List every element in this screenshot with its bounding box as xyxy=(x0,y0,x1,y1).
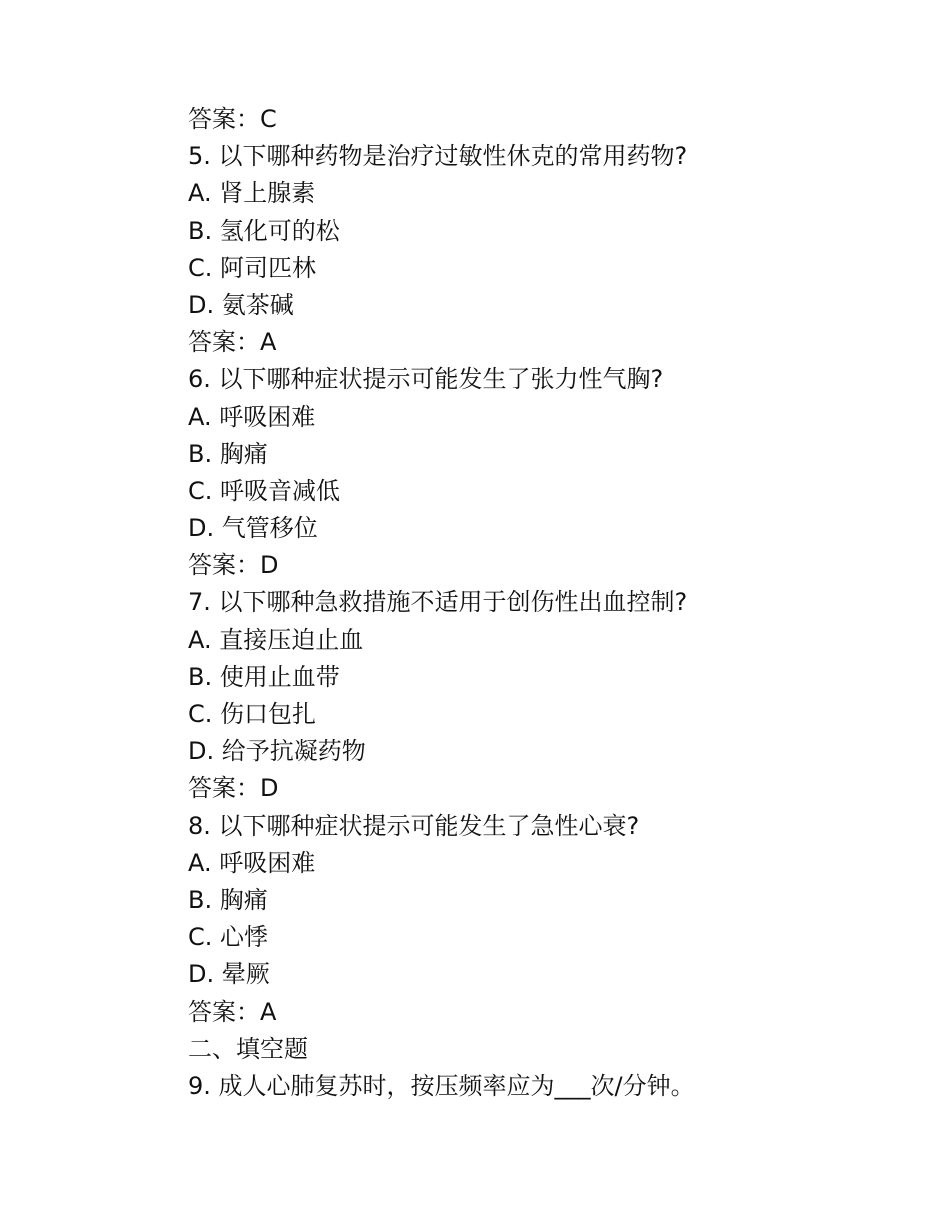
question-5-text: 5. 以下哪种药物是治疗过敏性休克的常用药物? xyxy=(188,142,688,171)
document-body xyxy=(188,101,888,1105)
question-6-option-c: C. 呼吸音减低 xyxy=(188,476,341,505)
question-8-option-b: B. 胸痛 xyxy=(188,885,268,914)
question-6-option-a: A. 呼吸困难 xyxy=(188,402,316,431)
question-5-option-b: B. 氢化可的松 xyxy=(188,216,340,245)
question-7-option-c: C. 伤口包扎 xyxy=(188,700,317,728)
question-5-answer: 答案：A xyxy=(188,328,277,357)
question-8-answer: 答案：A xyxy=(188,997,277,1026)
question-8-text: 8. 以下哪种症状提示可能发生了急性心衰? xyxy=(188,811,640,840)
question-5-option-a: A. 肾上腺素 xyxy=(188,179,316,208)
question-7-option-d: D. 给予抗凝药物 xyxy=(188,737,366,766)
question-5-option-c: C. 阿司匹林 xyxy=(188,253,317,282)
question-7-answer: 答案：D xyxy=(188,774,279,803)
question-8-option-c: C. 心悸 xyxy=(188,923,269,952)
question-6-option-b: B. 胸痛 xyxy=(188,439,268,468)
question-6-option-d: D. 气管移位 xyxy=(188,514,318,543)
answer-line: 答案：C xyxy=(188,105,277,133)
question-8-option-a: A. 呼吸困难 xyxy=(188,848,316,877)
section-heading-fill-in-blank: 二、填空题 xyxy=(188,1034,308,1063)
question-6-text: 6. 以下哪种症状提示可能发生了张力性气胸? xyxy=(188,365,664,394)
question-7-option-b: B. 使用止血带 xyxy=(188,662,340,691)
question-5-option-d: D. 氨茶碱 xyxy=(188,290,294,319)
question-7-text: 7. 以下哪种急救措施不适用于创伤性出血控制? xyxy=(188,588,688,617)
question-7-option-a: A. 直接压迫止血 xyxy=(188,625,364,654)
question-9-text: 9. 成人心肺复苏时，按压频率应为___次/分钟。 xyxy=(188,1071,695,1100)
question-6-answer: 答案：D xyxy=(188,551,279,580)
question-8-option-d: D. 晕厥 xyxy=(188,960,270,989)
